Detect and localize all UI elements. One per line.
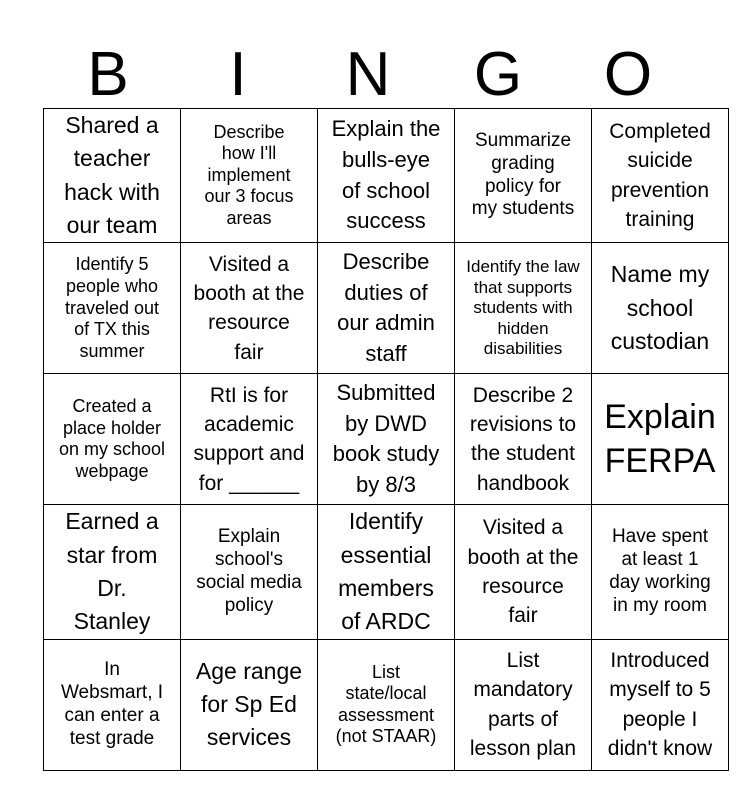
bingo-cell[interactable]: List mandatory parts of lesson plan bbox=[455, 639, 592, 770]
bingo-cell[interactable]: Describe 2 revisions to the student handbook bbox=[455, 374, 592, 505]
bingo-header bbox=[43, 40, 693, 110]
header-letter-o: O bbox=[603, 40, 653, 109]
bingo-cell[interactable]: Identify 5 people who traveled out of TX this summer bbox=[44, 243, 181, 374]
bingo-cell[interactable]: Identify essential members of ARDC bbox=[318, 505, 455, 639]
grid-row bbox=[44, 374, 729, 505]
grid-row bbox=[44, 639, 729, 770]
bingo-cell[interactable]: Submitted by DWD book study by 8/3 bbox=[318, 374, 455, 505]
header-letter-i: I bbox=[229, 40, 247, 109]
header-letter-g: G bbox=[473, 40, 523, 109]
bingo-cell[interactable]: Explain the bulls-eye of school success bbox=[318, 109, 455, 243]
bingo-cell[interactable]: Explain FERPA bbox=[592, 374, 729, 505]
bingo-cell[interactable]: Identify the law that supports students with hidden disabilities bbox=[455, 243, 592, 374]
bingo-cell[interactable]: In Websmart, I can enter a test grade bbox=[44, 639, 181, 770]
bingo-cell[interactable]: Describe how I'll implement our 3 focus areas bbox=[181, 109, 318, 243]
bingo-cell[interactable]: Name my school custodian bbox=[592, 243, 729, 374]
grid-row bbox=[44, 109, 729, 243]
bingo-cell[interactable]: Explain school's social media policy bbox=[181, 505, 318, 639]
bingo-cell[interactable]: Summarize grading policy for my students bbox=[455, 109, 592, 243]
header-letter-b: B bbox=[87, 40, 129, 109]
bingo-cell[interactable]: Created a place holder on my school webpage bbox=[44, 374, 181, 505]
bingo-cell[interactable]: List state/local assessment (not STAAR) bbox=[318, 639, 455, 770]
bingo-cell[interactable]: Have spent at least 1 day working in my room bbox=[592, 505, 729, 639]
bingo-cell[interactable]: Completed suicide prevention training bbox=[592, 109, 729, 243]
bingo-cell[interactable]: Visited a booth at the resource fair bbox=[181, 243, 318, 374]
bingo-cell[interactable]: Earned a star from Dr. Stanley bbox=[44, 505, 181, 639]
header-letter-n: N bbox=[345, 40, 391, 109]
bingo-cell[interactable]: Introduced myself to 5 people I didn't know bbox=[592, 639, 729, 770]
bingo-cell[interactable]: RtI is for academic support and for ______ bbox=[181, 374, 318, 505]
grid-row bbox=[44, 505, 729, 639]
bingo-cell[interactable]: Shared a teacher hack with our team bbox=[44, 109, 181, 243]
bingo-cell[interactable]: Age range for Sp Ed services bbox=[181, 639, 318, 770]
bingo-cell[interactable]: Visited a booth at the resource fair bbox=[455, 505, 592, 639]
bingo-grid bbox=[43, 108, 729, 771]
grid-row bbox=[44, 243, 729, 374]
bingo-cell[interactable]: Describe duties of our admin staff bbox=[318, 243, 455, 374]
